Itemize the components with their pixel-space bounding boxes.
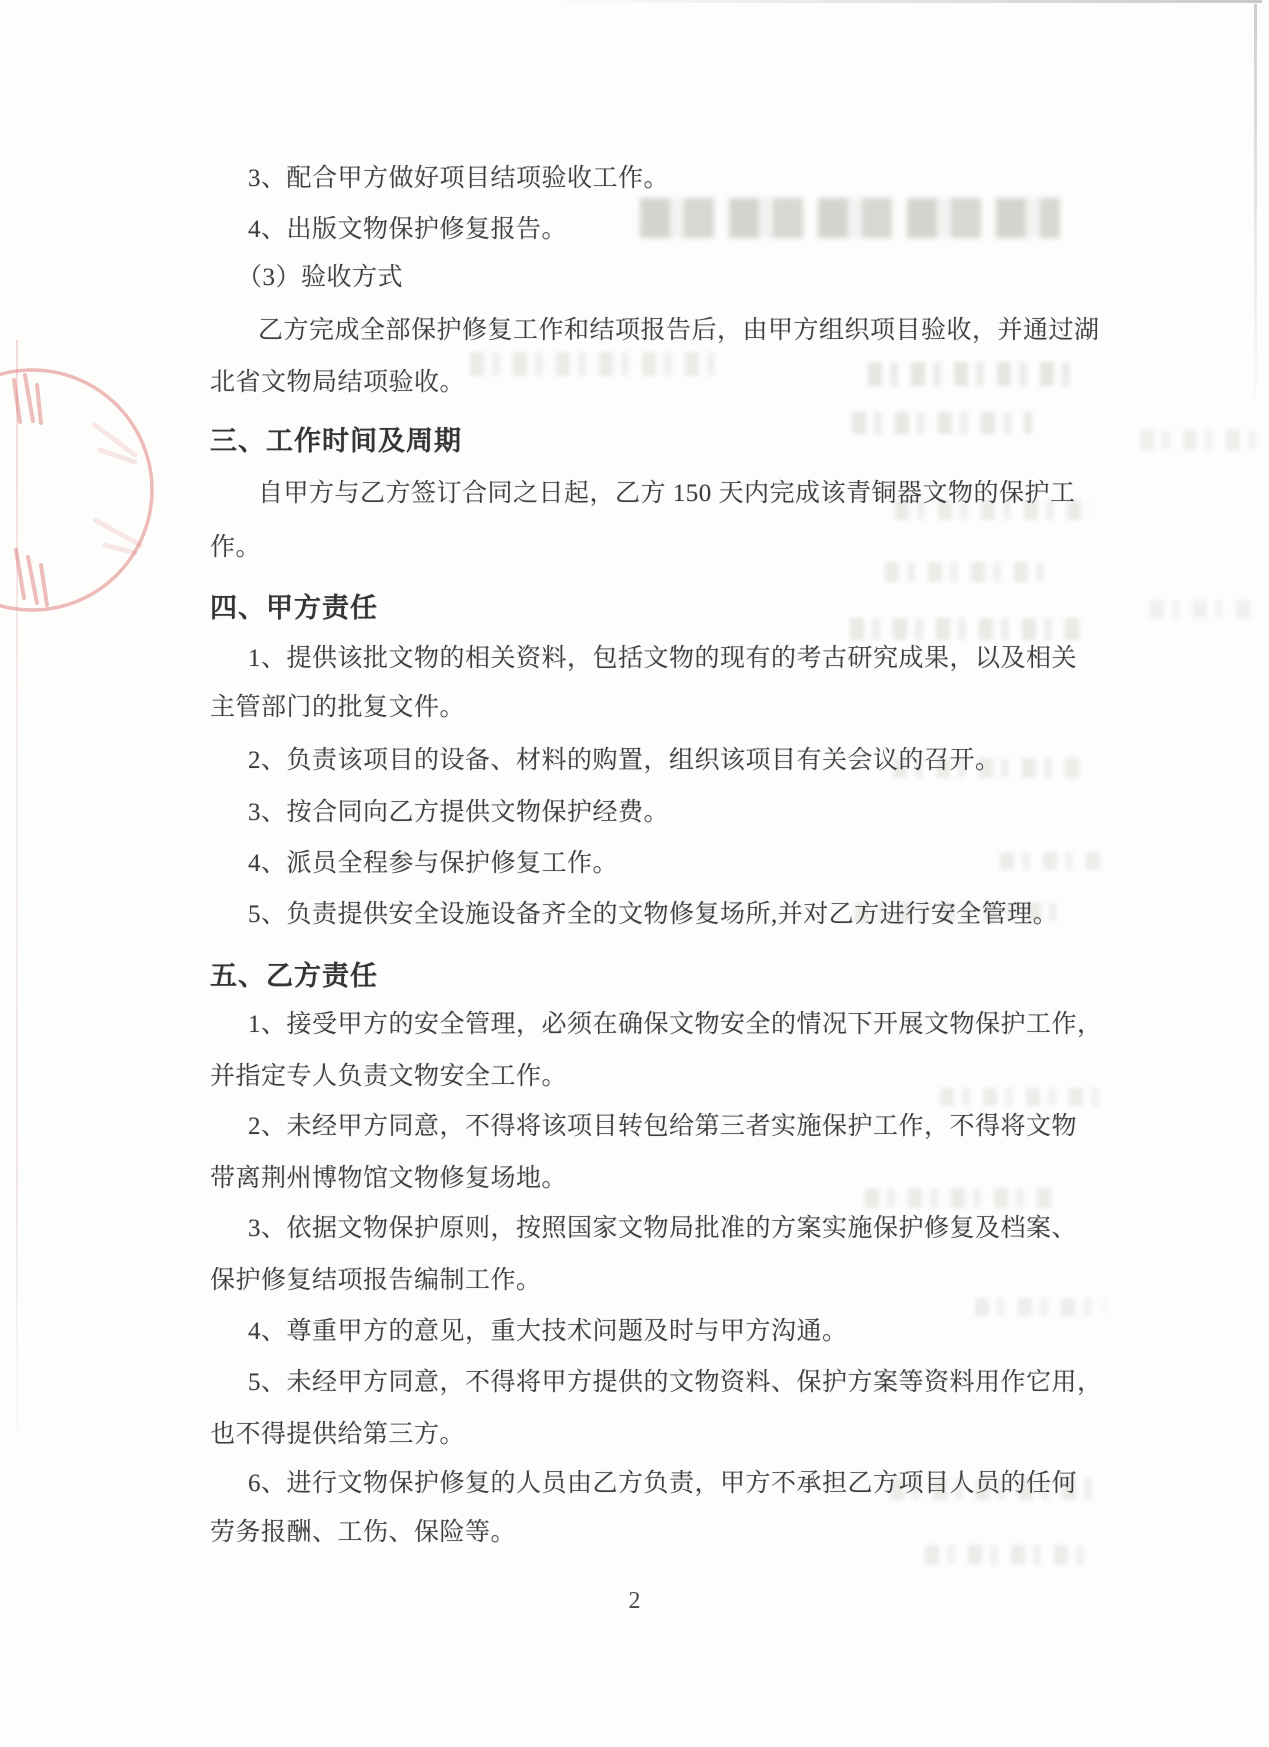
doc-line-continuation: 并指定专人负责文物安全工作。 xyxy=(210,1063,568,1090)
bleed-through-mark xyxy=(470,352,720,376)
doc-line-item: 5、未经甲方同意，不得将甲方提供的文物资料、保护方案等资料用作它用， xyxy=(248,1369,1103,1396)
page-edge-shadow-top xyxy=(540,0,1262,3)
bleed-through-mark xyxy=(868,362,1083,386)
doc-line-continuation: 也不得提供给第三方。 xyxy=(210,1421,466,1448)
doc-line-item: 5、负责提供安全设施设备齐全的文物修复场所,并对乙方进行安全管理。 xyxy=(248,901,1059,928)
doc-line-subheading: （3）验收方式 xyxy=(237,264,404,291)
doc-line-continuation: 北省文物局结项验收。 xyxy=(210,369,466,396)
doc-line-item: 2、未经甲方同意，不得将该项目转包给第三者实施保护工作，不得将文物 xyxy=(248,1113,1078,1140)
bleed-through-mark xyxy=(852,412,1032,434)
red-seal-stamp xyxy=(0,345,190,655)
doc-line-item: 3、配合甲方做好项目结项验收工作。 xyxy=(248,165,670,192)
doc-line-item: 1、提供该批文物的相关资料，包括文物的现有的考古研究成果，以及相关 xyxy=(248,645,1078,672)
heading-work-time-period: 三、工作时间及周期 xyxy=(210,426,462,456)
heading-party-a-duties: 四、甲方责任 xyxy=(210,593,378,623)
doc-line-item: 3、按合同向乙方提供文物保护经费。 xyxy=(248,799,670,826)
bleed-through-mark xyxy=(1150,600,1250,618)
page-number: 2 xyxy=(628,1588,641,1614)
doc-line-continuation: 劳务报酬、工伤、保险等。 xyxy=(210,1519,517,1546)
doc-line-item: 3、依据文物保护原则，按照国家文物局批准的方案实施保护修复及档案、 xyxy=(248,1215,1078,1242)
doc-line-continuation: 主管部门的批复文件。 xyxy=(210,694,466,721)
heading-party-b-duties: 五、乙方责任 xyxy=(210,961,378,991)
bleed-through-mark xyxy=(975,1298,1105,1316)
doc-line-continuation: 保护修复结项报告编制工作。 xyxy=(210,1267,542,1294)
bleed-through-mark xyxy=(1000,852,1105,870)
doc-line-item: 4、尊重甲方的意见，重大技术问题及时与甲方沟通。 xyxy=(248,1318,848,1345)
doc-line-paragraph: 自甲方与乙方签订合同之日起，乙方 150 天内完成该青铜器文物的保护工 xyxy=(258,480,1076,507)
doc-line-item: 6、进行文物保护修复的人员由乙方负责，甲方不承担乙方项目人员的任何 xyxy=(248,1470,1078,1497)
doc-line-paragraph: 乙方完成全部保护修复工作和结项报告后，由甲方组织项目验收，并通过湖 xyxy=(258,317,1100,344)
doc-line-continuation: 作。 xyxy=(210,534,262,561)
bleed-through-mark xyxy=(640,198,1060,238)
doc-line-item: 4、出版文物保护修复报告。 xyxy=(248,216,568,243)
bleed-through-mark xyxy=(865,1188,1055,1208)
doc-line-item: 1、接受甲方的安全管理，必须在确保文物安全的情况下开展文物保护工作， xyxy=(248,1011,1103,1038)
bleed-through-mark xyxy=(1140,430,1260,450)
bleed-through-mark xyxy=(925,1545,1095,1565)
doc-line-item: 2、负责该项目的设备、材料的购置，组织该项目有关会议的召开。 xyxy=(248,747,1001,774)
bleed-through-mark xyxy=(885,562,1055,582)
bleed-through-mark xyxy=(850,618,1085,640)
bleed-through-mark xyxy=(940,1088,1100,1106)
doc-line-continuation: 带离荆州博物馆文物修复场地。 xyxy=(210,1165,568,1192)
page-edge-shadow-right xyxy=(1254,4,1257,424)
doc-line-item: 4、派员全程参与保护修复工作。 xyxy=(248,850,619,877)
